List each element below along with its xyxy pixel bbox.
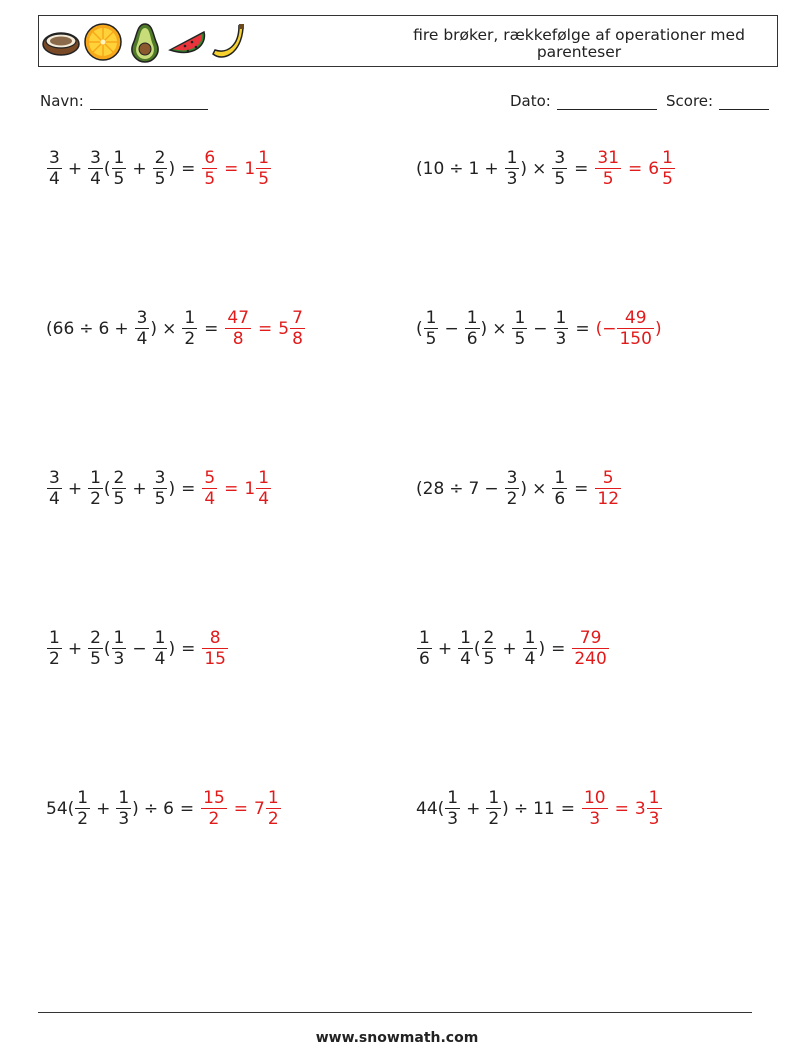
denominator: 5 bbox=[662, 169, 673, 189]
expression-text: ) bbox=[480, 318, 488, 339]
numerator: 3 bbox=[49, 148, 60, 168]
operator: ÷ bbox=[143, 798, 159, 819]
equals-sign: = bbox=[628, 158, 643, 179]
fraction bbox=[112, 628, 127, 669]
fraction bbox=[153, 628, 168, 669]
numerator: 1 bbox=[184, 308, 196, 328]
answer-fraction bbox=[595, 468, 621, 509]
answer-fraction bbox=[225, 308, 251, 349]
fraction bbox=[135, 308, 150, 349]
answer-fraction bbox=[660, 148, 675, 189]
fraction bbox=[512, 308, 527, 349]
numerator: 49 bbox=[624, 308, 647, 328]
denominator: 5 bbox=[113, 169, 125, 189]
fraction bbox=[47, 148, 62, 189]
denominator: 12 bbox=[597, 489, 620, 509]
fraction bbox=[465, 308, 480, 349]
denominator: 6 bbox=[466, 329, 478, 349]
denominator: 4 bbox=[258, 489, 270, 509]
banana-icon bbox=[209, 20, 249, 64]
numerator: 1 bbox=[488, 788, 500, 808]
answer-fraction bbox=[256, 468, 271, 509]
problem-6 bbox=[416, 468, 622, 509]
answer-text: 6 bbox=[648, 158, 660, 179]
fraction bbox=[75, 788, 90, 829]
numerator: 6 bbox=[204, 148, 216, 168]
denominator: 5 bbox=[514, 329, 526, 349]
problem-5 bbox=[46, 468, 272, 509]
expression-text: 6 bbox=[98, 318, 110, 339]
denominator: 4 bbox=[204, 489, 216, 509]
operator: + bbox=[437, 638, 453, 659]
numerator: 10 bbox=[583, 788, 606, 808]
operator: + bbox=[502, 638, 517, 659]
problem-4 bbox=[416, 308, 662, 349]
denominator: 3 bbox=[447, 809, 459, 829]
avocado-icon bbox=[125, 20, 165, 64]
name-line[interactable] bbox=[90, 93, 208, 110]
equals-sign: = bbox=[181, 638, 196, 659]
numerator: 1 bbox=[113, 148, 125, 168]
denominator: 4 bbox=[49, 489, 60, 509]
fraction bbox=[112, 468, 127, 509]
expression-text: (66 bbox=[46, 318, 75, 339]
denominator: 3 bbox=[118, 809, 130, 829]
numerator: 1 bbox=[506, 148, 518, 168]
answer-text: 7 bbox=[254, 798, 265, 819]
denominator: 4 bbox=[136, 329, 148, 349]
equals-sign: = bbox=[575, 318, 590, 339]
expression-text: 1 bbox=[468, 158, 480, 179]
answer-fraction bbox=[266, 788, 281, 829]
numerator: 5 bbox=[204, 468, 216, 488]
equals-sign: = bbox=[224, 158, 239, 179]
numerator: 1 bbox=[49, 628, 60, 648]
problem-8 bbox=[416, 628, 610, 669]
fraction bbox=[554, 308, 569, 349]
fraction bbox=[88, 468, 103, 509]
footer-url: www.snowmath.com bbox=[315, 1030, 479, 1046]
numerator: 2 bbox=[90, 628, 101, 648]
denominator: 240 bbox=[574, 649, 607, 669]
expression-text: ) bbox=[520, 478, 528, 499]
numerator: 1 bbox=[460, 628, 471, 648]
problem-10 bbox=[416, 788, 663, 829]
worksheet-header bbox=[38, 15, 778, 67]
equals-sign: = bbox=[179, 798, 195, 819]
answer-text: 1 bbox=[244, 478, 256, 499]
numerator: 47 bbox=[227, 308, 250, 328]
denominator: 6 bbox=[419, 649, 430, 669]
numerator: 31 bbox=[597, 148, 620, 168]
answer-fraction bbox=[202, 148, 217, 189]
operator: + bbox=[114, 318, 129, 339]
numerator: 2 bbox=[483, 628, 495, 648]
expression-text: ( bbox=[103, 158, 111, 179]
fraction bbox=[486, 788, 501, 829]
denominator: 5 bbox=[483, 649, 495, 669]
denominator: 4 bbox=[460, 649, 471, 669]
numerator: 2 bbox=[154, 148, 166, 168]
denominator: 3 bbox=[506, 169, 518, 189]
expression-text: 44( bbox=[416, 798, 445, 819]
fraction bbox=[88, 628, 103, 669]
equals-sign: = bbox=[204, 318, 219, 339]
operator: ÷ bbox=[449, 478, 464, 499]
numerator: 1 bbox=[90, 468, 101, 488]
date-label: Dato: bbox=[510, 92, 551, 110]
operator: + bbox=[67, 158, 83, 179]
answer-fraction bbox=[201, 788, 227, 829]
expression-text: ) bbox=[502, 798, 509, 819]
denominator: 2 bbox=[267, 809, 279, 829]
answer-fraction bbox=[617, 308, 653, 349]
numerator: 1 bbox=[154, 628, 166, 648]
expression-text: ( bbox=[103, 638, 111, 659]
answer-text: 3 bbox=[634, 798, 646, 819]
operator: − bbox=[444, 318, 459, 339]
fraction bbox=[505, 148, 520, 189]
numerator: 3 bbox=[154, 468, 166, 488]
operator: − bbox=[533, 318, 548, 339]
denominator: 3 bbox=[113, 649, 125, 669]
numerator: 3 bbox=[90, 148, 101, 168]
denominator: 2 bbox=[506, 489, 518, 509]
score-line[interactable] bbox=[719, 93, 769, 110]
score-label: Score: bbox=[666, 92, 714, 110]
denominator: 3 bbox=[589, 809, 601, 829]
fraction bbox=[88, 148, 103, 189]
denominator: 5 bbox=[602, 169, 614, 189]
numerator: 15 bbox=[203, 788, 225, 808]
fraction bbox=[153, 148, 168, 189]
denominator: 3 bbox=[555, 329, 567, 349]
fruit-icons bbox=[41, 20, 249, 64]
operator: − bbox=[132, 638, 147, 659]
fraction bbox=[182, 308, 197, 349]
denominator: 2 bbox=[488, 809, 500, 829]
equals-sign: = bbox=[258, 318, 273, 339]
numerator: 1 bbox=[258, 148, 270, 168]
denominator: 6 bbox=[554, 489, 566, 509]
denominator: 5 bbox=[113, 489, 125, 509]
answer-text: ) bbox=[654, 318, 662, 339]
answer-fraction bbox=[647, 788, 662, 829]
denominator: 5 bbox=[204, 169, 216, 189]
numerator: 1 bbox=[555, 308, 567, 328]
operator: + bbox=[67, 478, 83, 499]
operator: ÷ bbox=[513, 798, 529, 819]
expression-text: ( bbox=[473, 638, 481, 659]
denominator: 4 bbox=[524, 649, 536, 669]
problem-7 bbox=[46, 628, 229, 669]
worksheet-title: fire brøker, rækkefølge af operationer med parenteser bbox=[413, 26, 745, 61]
operator: ÷ bbox=[449, 158, 464, 179]
denominator: 4 bbox=[49, 169, 60, 189]
fraction bbox=[112, 148, 127, 189]
fraction bbox=[153, 468, 168, 509]
answer-fraction bbox=[202, 628, 228, 669]
denominator: 8 bbox=[292, 329, 303, 349]
orange-icon bbox=[83, 20, 123, 64]
fraction bbox=[458, 628, 473, 669]
operator: × bbox=[532, 158, 547, 179]
denominator: 3 bbox=[648, 809, 660, 829]
problem-1 bbox=[46, 148, 272, 189]
expression-text: ( bbox=[416, 318, 423, 339]
fraction bbox=[417, 628, 432, 669]
operator: − bbox=[484, 478, 499, 499]
numerator: 1 bbox=[425, 308, 437, 328]
denominator: 5 bbox=[154, 489, 166, 509]
fraction bbox=[47, 628, 62, 669]
numerator: 79 bbox=[579, 628, 602, 648]
expression-text: ) bbox=[168, 478, 176, 499]
denominator: 150 bbox=[619, 329, 652, 349]
answer-fraction bbox=[595, 148, 621, 189]
expression-text: (10 bbox=[416, 158, 445, 179]
numerator: 2 bbox=[113, 468, 125, 488]
operator: × bbox=[532, 478, 547, 499]
numerator: 1 bbox=[662, 148, 673, 168]
numerator: 3 bbox=[554, 148, 566, 168]
denominator: 2 bbox=[184, 329, 196, 349]
equals-sign: = bbox=[551, 638, 566, 659]
denominator: 2 bbox=[208, 809, 220, 829]
equals-sign: = bbox=[560, 798, 575, 819]
expression-text: 7 bbox=[468, 478, 480, 499]
coconut-icon bbox=[41, 20, 81, 64]
numerator: 1 bbox=[648, 788, 660, 808]
equals-sign: = bbox=[614, 798, 629, 819]
numerator: 3 bbox=[49, 468, 60, 488]
operator: ÷ bbox=[79, 318, 94, 339]
answer-text: 5 bbox=[278, 318, 290, 339]
fraction bbox=[47, 468, 62, 509]
numerator: 3 bbox=[136, 308, 148, 328]
problem-2 bbox=[416, 148, 676, 189]
denominator: 4 bbox=[90, 169, 101, 189]
denominator: 5 bbox=[258, 169, 270, 189]
expression-text: ) bbox=[168, 638, 176, 659]
numerator: 1 bbox=[118, 788, 130, 808]
equals-sign: = bbox=[233, 798, 249, 819]
denominator: 5 bbox=[425, 329, 437, 349]
numerator: 1 bbox=[267, 788, 279, 808]
operator: + bbox=[132, 158, 147, 179]
fraction bbox=[482, 628, 497, 669]
fraction bbox=[552, 468, 567, 509]
date-line[interactable] bbox=[557, 93, 657, 110]
denominator: 2 bbox=[49, 649, 60, 669]
problem-9 bbox=[46, 788, 282, 829]
denominator: 15 bbox=[204, 649, 226, 669]
equals-sign: = bbox=[181, 478, 196, 499]
operator: × bbox=[492, 318, 507, 339]
operator: × bbox=[162, 318, 177, 339]
numerator: 1 bbox=[113, 628, 125, 648]
numerator: 1 bbox=[514, 308, 526, 328]
operator: + bbox=[132, 478, 147, 499]
equals-sign: = bbox=[181, 158, 196, 179]
numerator: 1 bbox=[258, 468, 270, 488]
denominator: 4 bbox=[154, 649, 166, 669]
answer-fraction bbox=[290, 308, 305, 349]
answer-text: (− bbox=[595, 318, 617, 339]
numerator: 7 bbox=[292, 308, 303, 328]
denominator: 5 bbox=[154, 169, 166, 189]
numerator: 3 bbox=[506, 468, 518, 488]
fraction bbox=[116, 788, 131, 829]
answer-fraction bbox=[582, 788, 608, 829]
fraction bbox=[445, 788, 460, 829]
numerator: 5 bbox=[602, 468, 614, 488]
expression-text: ( bbox=[103, 478, 111, 499]
name-label: Navn: bbox=[40, 92, 84, 110]
footer-divider bbox=[38, 1012, 752, 1013]
numerator: 8 bbox=[209, 628, 221, 648]
fraction bbox=[505, 468, 520, 509]
equals-sign: = bbox=[574, 158, 589, 179]
expression-text: ) bbox=[168, 158, 176, 179]
numerator: 1 bbox=[524, 628, 536, 648]
fraction bbox=[424, 308, 439, 349]
watermelon-icon bbox=[167, 20, 207, 64]
denominator: 8 bbox=[232, 329, 244, 349]
operator: + bbox=[466, 798, 481, 819]
expression-text: ) bbox=[538, 638, 546, 659]
name-field bbox=[40, 92, 208, 110]
expression-text: 6 bbox=[163, 798, 174, 819]
expression-text: 11 bbox=[533, 798, 555, 819]
fraction bbox=[552, 148, 567, 189]
operator: + bbox=[96, 798, 111, 819]
date-field bbox=[510, 92, 657, 110]
numerator: 1 bbox=[447, 788, 459, 808]
operator: + bbox=[67, 638, 83, 659]
numerator: 1 bbox=[466, 308, 478, 328]
denominator: 2 bbox=[90, 489, 101, 509]
numerator: 1 bbox=[554, 468, 566, 488]
fraction bbox=[523, 628, 538, 669]
expression-text: ) bbox=[520, 158, 528, 179]
operator: + bbox=[484, 158, 499, 179]
score-field bbox=[666, 92, 769, 110]
equals-sign: = bbox=[224, 478, 239, 499]
expression-text: (28 bbox=[416, 478, 445, 499]
numerator: 1 bbox=[77, 788, 89, 808]
answer-fraction bbox=[202, 468, 217, 509]
answer-fraction bbox=[572, 628, 608, 669]
expression-text: ) bbox=[132, 798, 139, 819]
expression-text: ) bbox=[150, 318, 158, 339]
denominator: 2 bbox=[77, 809, 89, 829]
numerator: 1 bbox=[419, 628, 430, 648]
answer-text: 1 bbox=[244, 158, 256, 179]
answer-fraction bbox=[256, 148, 271, 189]
problem-3 bbox=[46, 308, 306, 349]
equals-sign: = bbox=[574, 478, 589, 499]
denominator: 5 bbox=[554, 169, 566, 189]
expression-text: 54( bbox=[46, 798, 75, 819]
denominator: 5 bbox=[90, 649, 101, 669]
